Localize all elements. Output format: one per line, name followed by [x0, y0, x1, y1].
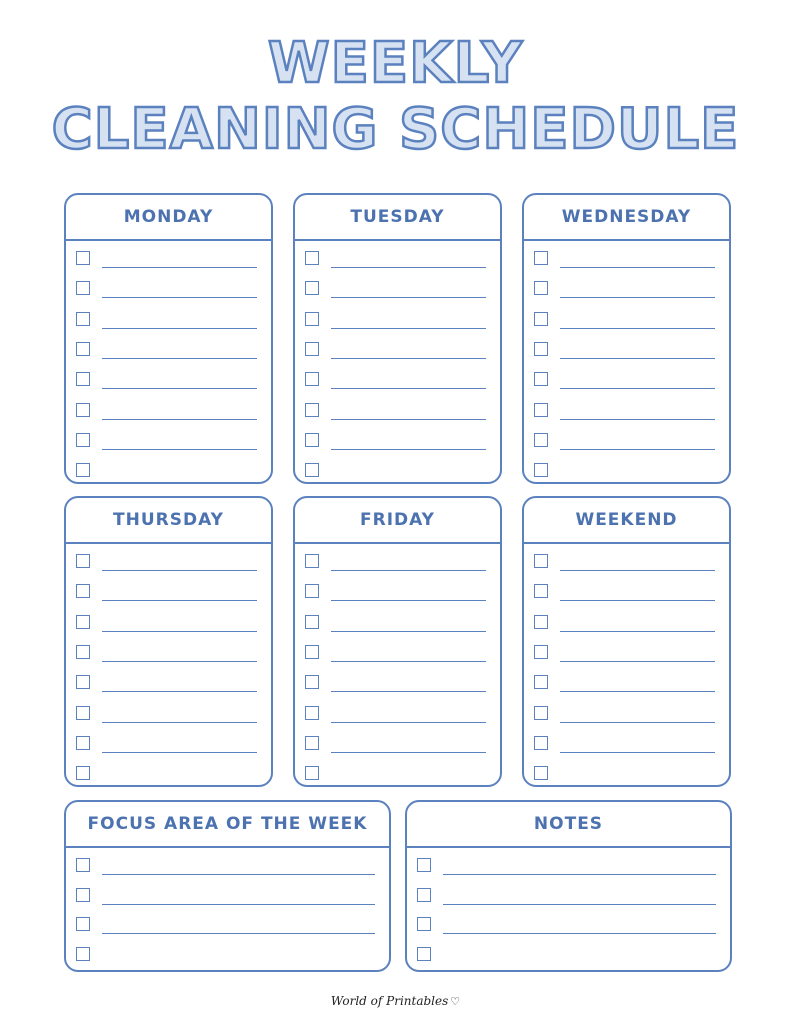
checklist-row — [76, 397, 257, 427]
write-line[interactable] — [331, 752, 486, 753]
card-notes — [405, 800, 732, 972]
write-line[interactable] — [102, 631, 257, 632]
checklist-row — [305, 275, 486, 305]
checklist-row — [76, 941, 375, 971]
card-focus-area — [64, 800, 391, 972]
checklist-row — [534, 427, 715, 457]
heart-icon: ♡ — [450, 995, 461, 1008]
checklist-row — [534, 548, 715, 578]
write-line[interactable] — [102, 600, 257, 601]
write-line[interactable] — [331, 722, 486, 723]
write-line[interactable] — [102, 358, 257, 359]
checklist-row — [534, 306, 715, 336]
write-line[interactable] — [331, 661, 486, 662]
checkbox[interactable] — [76, 766, 90, 780]
checkbox[interactable] — [534, 281, 548, 295]
checkbox[interactable] — [534, 463, 548, 477]
checklist-row — [76, 609, 257, 639]
checkbox[interactable] — [76, 463, 90, 477]
checkbox[interactable] — [76, 947, 90, 961]
checklist-row — [305, 245, 486, 275]
checklist-row — [305, 730, 486, 760]
checklist-row — [76, 427, 257, 457]
page-title-line-1: WEEKLY — [267, 31, 524, 96]
write-line[interactable] — [331, 600, 486, 601]
checkbox[interactable] — [76, 675, 90, 689]
checkbox[interactable] — [305, 645, 319, 659]
checkbox[interactable] — [305, 554, 319, 568]
checkbox[interactable] — [76, 858, 90, 872]
checklist-row — [76, 669, 257, 699]
checklist-row — [76, 336, 257, 366]
checklist-row — [76, 730, 257, 760]
checkbox[interactable] — [305, 615, 319, 629]
write-line[interactable] — [560, 388, 715, 389]
write-line[interactable] — [102, 297, 257, 298]
write-line[interactable] — [560, 267, 715, 268]
checkbox[interactable] — [76, 342, 90, 356]
write-line[interactable] — [560, 631, 715, 632]
checkbox[interactable] — [305, 342, 319, 356]
checklist-row — [305, 669, 486, 699]
checklist-row — [76, 578, 257, 608]
checkbox[interactable] — [305, 706, 319, 720]
checklist-row — [76, 306, 257, 336]
checkbox[interactable] — [534, 706, 548, 720]
checklist-row — [534, 336, 715, 366]
checkbox[interactable] — [417, 947, 431, 961]
write-line[interactable] — [560, 297, 715, 298]
checklist-row — [76, 457, 257, 487]
checkbox[interactable] — [76, 433, 90, 447]
checklist-row — [76, 245, 257, 275]
checkbox[interactable] — [305, 433, 319, 447]
checklist-row — [305, 397, 486, 427]
checkbox[interactable] — [76, 706, 90, 720]
brand-footer — [0, 994, 791, 1008]
checkbox[interactable] — [305, 766, 319, 780]
checkbox[interactable] — [76, 554, 90, 568]
write-line[interactable] — [102, 933, 375, 934]
write-line[interactable] — [331, 449, 486, 450]
card-wednesday — [522, 193, 731, 484]
card-header-notes: NOTES — [407, 802, 730, 848]
write-line[interactable] — [443, 874, 716, 875]
write-line[interactable] — [560, 449, 715, 450]
checklist-row — [305, 366, 486, 396]
card-header-monday: MONDAY — [66, 195, 271, 241]
checklist-row — [534, 245, 715, 275]
checkbox[interactable] — [76, 917, 90, 931]
checklist-row — [305, 700, 486, 730]
card-header-friday: FRIDAY — [295, 498, 500, 544]
write-line[interactable] — [331, 358, 486, 359]
checklist-row — [305, 457, 486, 487]
write-line[interactable] — [331, 570, 486, 571]
checkbox[interactable] — [417, 858, 431, 872]
checkbox[interactable] — [534, 312, 548, 326]
checkbox[interactable] — [76, 281, 90, 295]
checkbox[interactable] — [305, 251, 319, 265]
card-header-focus-area: FOCUS AREA OF THE WEEK — [66, 802, 389, 848]
checklist-row — [305, 609, 486, 639]
checkbox[interactable] — [534, 433, 548, 447]
checkbox[interactable] — [417, 888, 431, 902]
write-line[interactable] — [331, 631, 486, 632]
card-friday — [293, 496, 502, 787]
write-line[interactable] — [560, 691, 715, 692]
checkbox[interactable] — [305, 584, 319, 598]
checkbox[interactable] — [534, 251, 548, 265]
write-line[interactable] — [560, 570, 715, 571]
write-line[interactable] — [331, 419, 486, 420]
brand-name: World of Printables — [330, 994, 449, 1008]
checkbox[interactable] — [76, 888, 90, 902]
checkbox[interactable] — [76, 584, 90, 598]
checkbox[interactable] — [76, 312, 90, 326]
write-line[interactable] — [560, 328, 715, 329]
write-line[interactable] — [560, 752, 715, 753]
checkbox[interactable] — [76, 736, 90, 750]
write-line[interactable] — [102, 419, 257, 420]
checklist-row — [76, 700, 257, 730]
checklist-row — [305, 760, 486, 790]
checkbox[interactable] — [534, 615, 548, 629]
checkbox[interactable] — [534, 372, 548, 386]
checkbox[interactable] — [305, 463, 319, 477]
write-line[interactable] — [102, 328, 257, 329]
write-line[interactable] — [560, 661, 715, 662]
checkbox[interactable] — [76, 372, 90, 386]
checkbox[interactable] — [534, 736, 548, 750]
write-line[interactable] — [102, 904, 375, 905]
write-line[interactable] — [331, 297, 486, 298]
checklist-row — [534, 609, 715, 639]
card-header-weekend: WEEKEND — [524, 498, 729, 544]
checklist-row — [534, 366, 715, 396]
card-weekend — [522, 496, 731, 787]
checklist-row — [534, 457, 715, 487]
checklist-row — [305, 336, 486, 366]
checkbox[interactable] — [76, 403, 90, 417]
card-header-wednesday: WEDNESDAY — [524, 195, 729, 241]
checklist-row — [534, 639, 715, 669]
write-line[interactable] — [102, 449, 257, 450]
write-line[interactable] — [102, 570, 257, 571]
card-monday — [64, 193, 273, 484]
checkbox[interactable] — [305, 736, 319, 750]
write-line[interactable] — [102, 691, 257, 692]
checklist-row — [76, 882, 375, 912]
write-line[interactable] — [102, 752, 257, 753]
checklist-row — [305, 639, 486, 669]
checklist-row — [305, 427, 486, 457]
checkbox[interactable] — [76, 645, 90, 659]
card-header-tuesday: TUESDAY — [295, 195, 500, 241]
write-line[interactable] — [102, 267, 257, 268]
checklist-row — [305, 578, 486, 608]
write-line[interactable] — [331, 328, 486, 329]
checkbox[interactable] — [305, 312, 319, 326]
checklist-row — [534, 275, 715, 305]
checklist-row — [76, 275, 257, 305]
checkbox[interactable] — [534, 584, 548, 598]
checkbox[interactable] — [534, 766, 548, 780]
card-tuesday — [293, 193, 502, 484]
checkbox[interactable] — [417, 917, 431, 931]
write-line[interactable] — [331, 267, 486, 268]
write-line[interactable] — [560, 358, 715, 359]
checklist-row — [534, 700, 715, 730]
card-header-thursday: THURSDAY — [66, 498, 271, 544]
checklist-row — [534, 730, 715, 760]
checklist-row — [534, 397, 715, 427]
checkbox[interactable] — [534, 554, 548, 568]
write-line[interactable] — [102, 388, 257, 389]
write-line[interactable] — [102, 874, 375, 875]
write-line[interactable] — [560, 722, 715, 723]
checklist-row — [417, 911, 716, 941]
checkbox[interactable] — [534, 342, 548, 356]
checklist-row — [76, 852, 375, 882]
checklist-row — [417, 941, 716, 971]
checklist-row — [76, 911, 375, 941]
checklist-row — [76, 639, 257, 669]
checklist-row — [76, 548, 257, 578]
checkbox[interactable] — [534, 645, 548, 659]
checklist-row — [305, 306, 486, 336]
write-line[interactable] — [443, 904, 716, 905]
checklist-row — [76, 760, 257, 790]
checklist-row — [305, 548, 486, 578]
write-line[interactable] — [560, 419, 715, 420]
checklist-row — [534, 760, 715, 790]
page-title-line-2: CLEANING SCHEDULE — [51, 97, 740, 162]
write-line[interactable] — [443, 933, 716, 934]
write-line[interactable] — [102, 722, 257, 723]
checkbox[interactable] — [76, 615, 90, 629]
checkbox[interactable] — [305, 675, 319, 689]
write-line[interactable] — [331, 388, 486, 389]
checkbox[interactable] — [76, 251, 90, 265]
write-line[interactable] — [331, 691, 486, 692]
checklist-row — [534, 578, 715, 608]
card-thursday — [64, 496, 273, 787]
checklist-row — [417, 882, 716, 912]
checklist-row — [417, 852, 716, 882]
checkbox[interactable] — [305, 372, 319, 386]
write-line[interactable] — [560, 600, 715, 601]
write-line[interactable] — [102, 661, 257, 662]
checkbox[interactable] — [534, 403, 548, 417]
checkbox[interactable] — [534, 675, 548, 689]
checkbox[interactable] — [305, 281, 319, 295]
checklist-row — [76, 366, 257, 396]
checkbox[interactable] — [305, 403, 319, 417]
checklist-row — [534, 669, 715, 699]
